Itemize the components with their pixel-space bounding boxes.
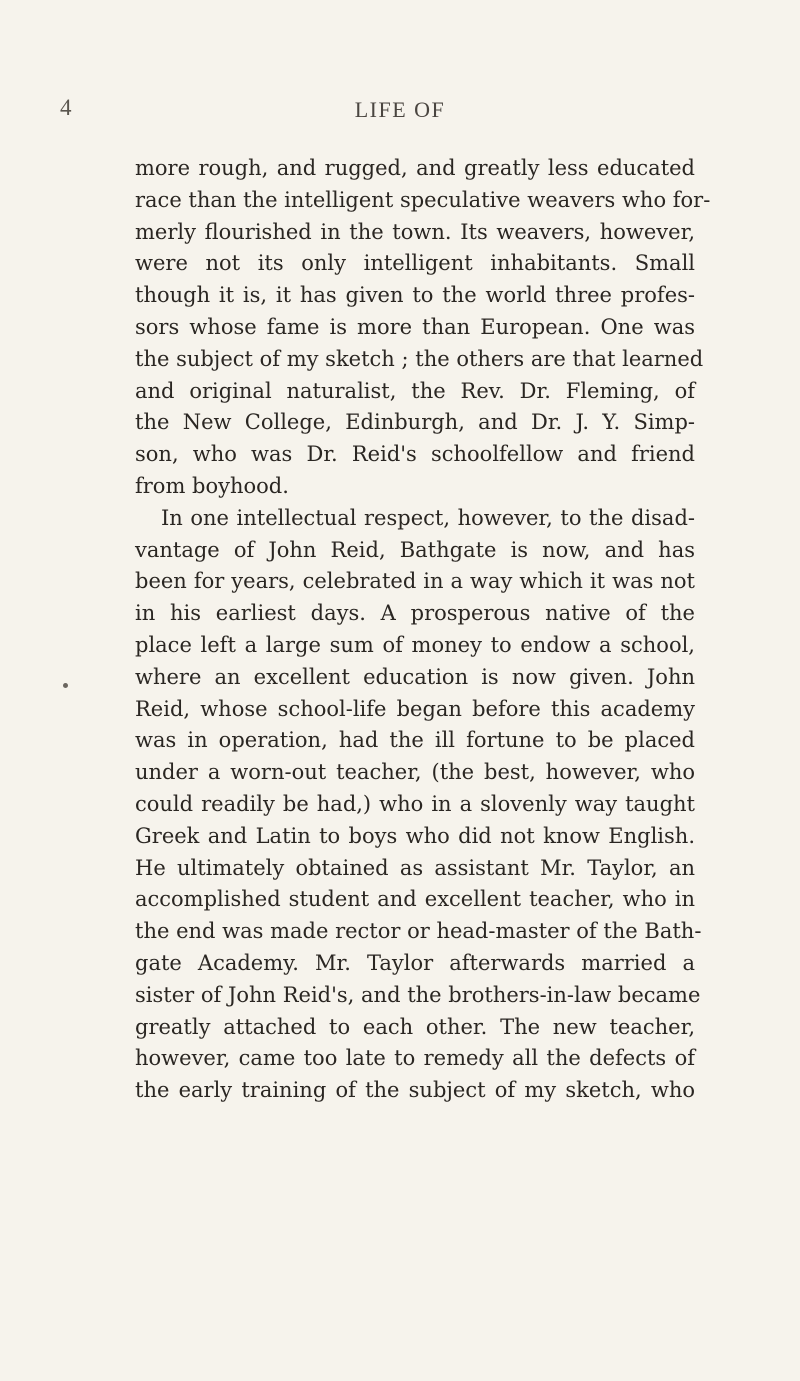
text-line: greatly attached to each other. The new teacher, bbox=[135, 1014, 695, 1039]
text-line: from boyhood. bbox=[135, 473, 289, 498]
text-line: Reid, whose school-life began before this academy bbox=[135, 696, 695, 721]
text-line: where an excellent education is now given. John bbox=[135, 664, 695, 689]
text-line: vantage of John Reid, Bathgate is now, and has bbox=[135, 537, 695, 562]
text-line: been for years, celebrated in a way which it was not bbox=[135, 569, 695, 594]
text-line: the early training of the subject of my sketch, who bbox=[135, 1078, 695, 1103]
text-line: sister of John Reid's, and the brothers-in-law became bbox=[135, 982, 701, 1007]
text-line: accomplished student and excellent teacher, who in bbox=[135, 887, 695, 912]
text-line: and original naturalist, the Rev. Dr. Fleming, of bbox=[135, 378, 695, 403]
text-line: could readily be had,) who in a slovenly way taught bbox=[135, 791, 695, 816]
text-line: though it is, it has given to the world three profes- bbox=[135, 283, 695, 308]
text-line: in his earliest days. A prosperous native of the bbox=[135, 601, 695, 626]
text-line: under a worn-out teacher, (the best, however, who bbox=[135, 760, 695, 785]
text-line: the subject of my sketch ; the others are that learned bbox=[135, 346, 704, 371]
text-line: the New College, Edinburgh, and Dr. J. Y. Simp- bbox=[135, 410, 695, 435]
running-head-title: LIFE OF bbox=[354, 97, 446, 122]
text-line: Greek and Latin to boys who did not know English. bbox=[135, 823, 695, 848]
margin-dot bbox=[63, 683, 68, 688]
text-line: In one intellectual respect, however, to the disad- bbox=[161, 505, 695, 530]
text-line: merly flourished in the town. Its weavers, however, bbox=[135, 219, 695, 244]
page-number: 4 bbox=[60, 95, 72, 120]
text-line: place left a large sum of money to endow a school, bbox=[135, 632, 695, 657]
text-line: He ultimately obtained as assistant Mr. Taylor, an bbox=[135, 855, 695, 880]
body-text bbox=[135, 153, 711, 1107]
text-line: sors whose fame is more than European. One was bbox=[135, 314, 695, 339]
text-line: were not its only intelligent inhabitants. Small bbox=[135, 251, 695, 276]
text-line: was in operation, had the ill fortune to be placed bbox=[135, 728, 695, 753]
paragraph bbox=[135, 503, 702, 1107]
text-line: more rough, and rugged, and greatly less educated bbox=[135, 156, 695, 180]
text-line: son, who was Dr. Reid's schoolfellow and friend bbox=[135, 442, 695, 467]
text-line: gate Academy. Mr. Taylor afterwards married a bbox=[135, 950, 695, 975]
paragraph bbox=[135, 153, 711, 503]
text-line: race than the intelligent speculative weavers who for- bbox=[135, 187, 711, 212]
text-line: the end was made rector or head-master of the Bath- bbox=[135, 919, 702, 944]
text-line: however, came too late to remedy all the defects of bbox=[135, 1046, 695, 1071]
running-head bbox=[60, 95, 740, 135]
